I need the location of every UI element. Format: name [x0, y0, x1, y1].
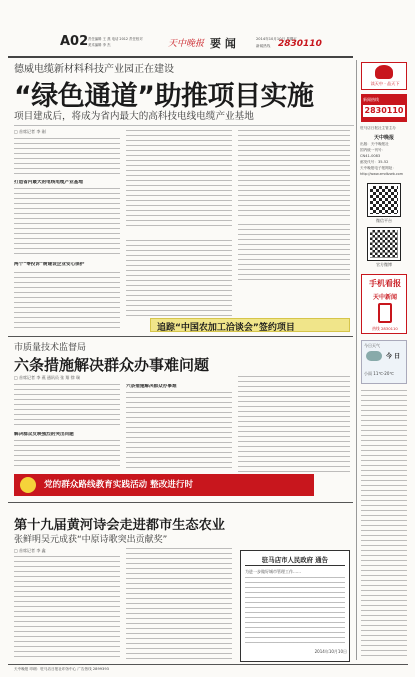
- section-rule-2: [8, 502, 353, 503]
- story3-byline: □ 首席记者 李 鑫: [14, 548, 46, 553]
- weibo-qr-label: 官方微博: [376, 262, 392, 267]
- wechat-qr-label: 微信平台: [376, 218, 392, 223]
- promo-title: 手机看报: [369, 279, 401, 288]
- paper-logo: 天中晚报: [168, 39, 205, 49]
- issue-date: 2014年10月10日 星期五: [256, 37, 297, 41]
- lead-col-3-text: [238, 130, 350, 220]
- lead-banner: [150, 318, 350, 332]
- lead-col-1-text-3: [14, 272, 120, 330]
- sidebar-paper-name: 天中晚报: [373, 135, 394, 141]
- editor-line: 责任编辑 王 燕 电话 2012 责任校对: [88, 37, 143, 41]
- notice-date: 2014年10月10日: [314, 649, 347, 654]
- sidebar-info-2: 国内统一刊号：: [360, 148, 386, 152]
- story2-col-3: [238, 376, 350, 472]
- sidebar-info-4: 邮发代号：35-52: [360, 160, 389, 164]
- sidebar-ad-number: 2830110: [364, 106, 404, 115]
- header-rule: [8, 56, 353, 58]
- story2-col-1b: [14, 440, 120, 470]
- story2-col-2: [126, 392, 232, 468]
- lead-banner-text: 追踪“中国农加工洽谈会”签约项目: [157, 323, 295, 333]
- sidebar-brand: 读天中 · 品天下: [370, 81, 400, 86]
- weather-value: 小雨 11℃-20℃: [364, 371, 394, 376]
- lead-col-1-text: [14, 138, 120, 176]
- story2-byline: □ 首席记者 李 燕 通讯员 张 翔 徐 瑞: [14, 375, 80, 380]
- phone-icon: [378, 303, 392, 323]
- story2-headline: 六条措施解决群众办事难问题: [14, 356, 210, 374]
- sidebar-info-1: 出版：天中晚报社: [360, 142, 389, 146]
- promo-hotline: 热线 2830110: [372, 326, 398, 331]
- story2-kicker: 市质量技术监督局: [14, 343, 87, 353]
- story3-headline: 第十九届黄河诗会走进都市生态农业: [14, 518, 225, 533]
- lead-col-2-text-2: [126, 240, 232, 320]
- sidebar-brand-logo: [361, 62, 407, 90]
- weather-box: [361, 340, 407, 384]
- story3-col-1: [14, 556, 120, 660]
- weibo-qr-code[interactable]: [368, 228, 400, 260]
- sidebar-ad-label: 新闻热线: [363, 97, 379, 102]
- sidebar-publisher: 驻马店日报社主管主办: [360, 126, 396, 130]
- wechat-qr-code[interactable]: [368, 184, 400, 216]
- lead-col-3-text-2: [238, 224, 350, 284]
- footer-rule: [8, 664, 408, 665]
- footer-info: 天中晚报 印刷：驻马店日报社印务中心 广告热线 2899393: [14, 667, 109, 671]
- page-header: [60, 34, 350, 54]
- notice-text: 为进一步做好城市管理工作……: [245, 569, 301, 574]
- lead-subtitle: 项目建成后，将成为省内最大的高科技电线电缆产业基地: [14, 111, 254, 122]
- lead-kicker: 德威电缆新材料科技产业园正在建设: [14, 64, 174, 75]
- story2-col-1: [14, 384, 120, 428]
- sidebar-info-6: http://www.zmdtzwb.com: [360, 172, 404, 176]
- sidebar-promo[interactable]: [361, 274, 407, 334]
- story2-subhead-1: 解决群众反映强烈的突出问题: [14, 432, 74, 437]
- hotline-label: 新闻热线: [256, 44, 271, 48]
- sidebar-info-3: CN41-0083: [360, 154, 381, 158]
- notice-body: [245, 577, 345, 645]
- weather-label: 今日天气: [364, 343, 380, 348]
- sidebar-ad: [361, 94, 407, 122]
- campaign-bar: [14, 474, 314, 496]
- section-label: 要 闻: [210, 37, 236, 50]
- sidebar-ad-list: [361, 390, 407, 660]
- story2-subhead-2: 六条措施解决群众办事难: [126, 384, 177, 389]
- promo-subtitle: 天中新闻: [372, 294, 397, 301]
- government-notice: [240, 550, 350, 662]
- lead-subhead-1: 打造省内最大的电线电缆产业基地: [14, 180, 83, 185]
- rain-cloud-icon: [366, 351, 382, 361]
- page-number: A02: [60, 34, 89, 49]
- campaign-bar-text: 党的群众路线教育实践活动 整改进行时: [44, 480, 194, 490]
- lead-rule: [14, 125, 354, 126]
- hotline-number: 2830110: [278, 39, 322, 49]
- sidebar: [356, 60, 410, 660]
- story3-subtitle: 张鲜明吴元成获“中原诗歌突出贡献奖”: [14, 535, 168, 545]
- lead-subhead-2: 两个“零投诉”树建设企业安心保护: [14, 262, 85, 267]
- weather-day: 今 日: [386, 353, 401, 360]
- notice-rule: [245, 565, 345, 566]
- section-rule-1: [8, 336, 353, 337]
- lead-headline: “绿色通道”助推项目实施: [14, 81, 314, 112]
- sidebar-info-5: 天中晚报电子报网址：: [360, 166, 396, 170]
- brand-mark-icon: [375, 65, 393, 79]
- lead-col-1-text-2: [14, 188, 120, 258]
- story3-col-2: [126, 548, 232, 660]
- editor-line-2: 美术编辑 李 杰: [88, 43, 111, 47]
- notice-title: 驻马店市人民政府 通告: [261, 556, 329, 564]
- lead-byline: □ 首席记者 李 刚: [14, 129, 46, 134]
- lead-col-2-text: [126, 130, 232, 230]
- party-emblem-icon: [20, 477, 36, 493]
